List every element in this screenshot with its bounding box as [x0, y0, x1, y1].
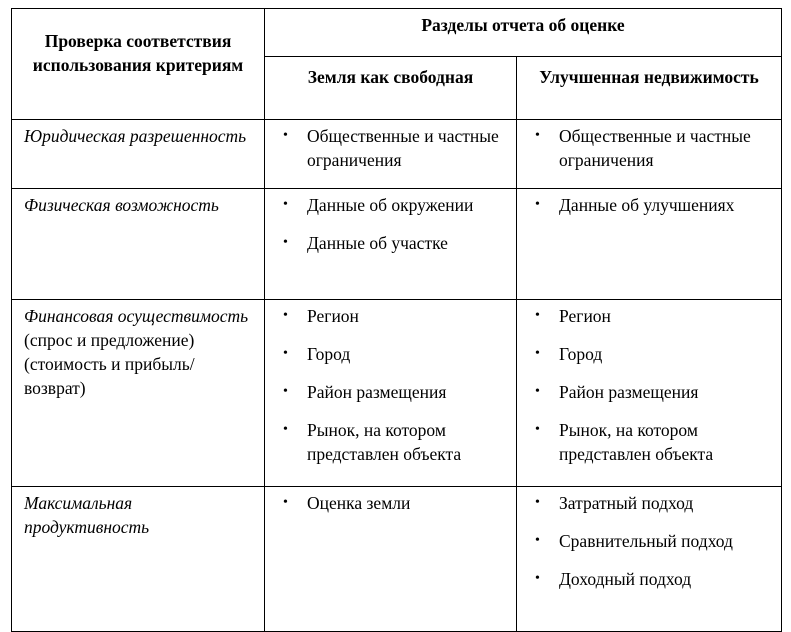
- bullet-icon: •: [283, 128, 288, 143]
- criterion-note: (спрос и предложение) (стоимость и прибыль/возврат): [24, 330, 195, 398]
- list-item-text: Район размещения: [307, 382, 447, 402]
- list-item-text: Общественные и частные ограничения: [307, 126, 499, 170]
- criteria-table: [11, 8, 782, 632]
- table-row: [12, 120, 782, 189]
- list-item: [527, 491, 777, 515]
- list-item-text: Данные об окружении: [307, 195, 474, 215]
- bullet-icon: •: [283, 197, 288, 212]
- land-cell: [265, 300, 517, 487]
- land-list: [265, 300, 516, 476]
- improved-cell: [517, 189, 782, 300]
- list-item: [275, 193, 512, 217]
- list-item-text: Рынок, на котором представлен объекта: [559, 420, 714, 464]
- list-item: [527, 193, 777, 217]
- list-item-text: Данные об улучшениях: [559, 195, 735, 215]
- list-item-text: Сравнительный подход: [559, 531, 733, 551]
- improved-list: [517, 189, 781, 227]
- list-item-text: Данные об участке: [307, 233, 448, 253]
- improved-cell: [517, 120, 782, 189]
- list-item: [527, 529, 777, 553]
- list-item: [527, 342, 777, 366]
- list-item: [527, 418, 777, 466]
- bullet-icon: •: [535, 128, 540, 143]
- improved-list: [517, 120, 781, 182]
- list-item: [527, 567, 777, 591]
- list-item-text: Город: [307, 344, 351, 364]
- criterion-cell: [12, 120, 265, 189]
- list-item: [275, 380, 512, 404]
- land-list: [265, 120, 516, 182]
- criterion-cell: [12, 189, 265, 300]
- table-row: [12, 189, 782, 300]
- list-item-text: Регион: [307, 306, 359, 326]
- land-cell: [265, 487, 517, 632]
- criterion-name: Финансовая осуществимость: [24, 306, 249, 326]
- criterion-cell: [12, 300, 265, 487]
- list-item: [275, 342, 512, 366]
- criterion-name: Юридическая разрешенность: [24, 126, 247, 146]
- improved-list: [517, 300, 781, 476]
- header-row: [12, 9, 782, 57]
- criterion-cell: [12, 487, 265, 632]
- table-row: [12, 487, 782, 632]
- land-column-header: Земля как свободная: [265, 56, 517, 119]
- list-item-text: Рынок, на котором представлен объекта: [307, 420, 462, 464]
- bullet-icon: •: [535, 384, 540, 399]
- land-list: [265, 189, 516, 265]
- criteria-table-container: [11, 8, 781, 595]
- improved-column-header: Улучшенная недвижимость: [517, 56, 782, 119]
- criterion-name: Физическая возможность: [24, 195, 219, 215]
- list-item-text: Затратный подход: [559, 493, 694, 513]
- criteria-header: Проверка соответствия использования критериям: [12, 9, 265, 120]
- land-cell: [265, 189, 517, 300]
- bullet-icon: •: [283, 346, 288, 361]
- land-cell: [265, 120, 517, 189]
- improved-cell: [517, 300, 782, 487]
- list-item-text: Регион: [559, 306, 611, 326]
- criterion-name: Максимальная продуктивность: [24, 493, 150, 537]
- list-item: [275, 491, 512, 515]
- bullet-icon: •: [535, 495, 540, 510]
- bullet-icon: •: [535, 346, 540, 361]
- list-item: [527, 380, 777, 404]
- list-item: [275, 231, 512, 255]
- list-item: [275, 304, 512, 328]
- list-item: [527, 304, 777, 328]
- list-item-text: Район размещения: [559, 382, 699, 402]
- list-item-text: Город: [559, 344, 603, 364]
- bullet-icon: •: [283, 384, 288, 399]
- bullet-icon: •: [535, 422, 540, 437]
- land-list: [265, 487, 516, 525]
- list-item: [275, 418, 512, 466]
- improved-list: [517, 487, 781, 601]
- sections-header: Разделы отчета об оценке: [265, 9, 782, 57]
- list-item-text: Общественные и частные ограничения: [559, 126, 751, 170]
- bullet-icon: •: [535, 571, 540, 586]
- list-item: [527, 124, 777, 172]
- bullet-icon: •: [535, 308, 540, 323]
- table-row: [12, 300, 782, 487]
- improved-cell: [517, 487, 782, 632]
- bullet-icon: •: [283, 308, 288, 323]
- bullet-icon: •: [283, 495, 288, 510]
- bullet-icon: •: [283, 422, 288, 437]
- list-item-text: Доходный подход: [559, 569, 692, 589]
- list-item: [275, 124, 512, 172]
- bullet-icon: •: [535, 197, 540, 212]
- bullet-icon: •: [535, 533, 540, 548]
- list-item-text: Оценка земли: [307, 493, 411, 513]
- bullet-icon: •: [283, 235, 288, 250]
